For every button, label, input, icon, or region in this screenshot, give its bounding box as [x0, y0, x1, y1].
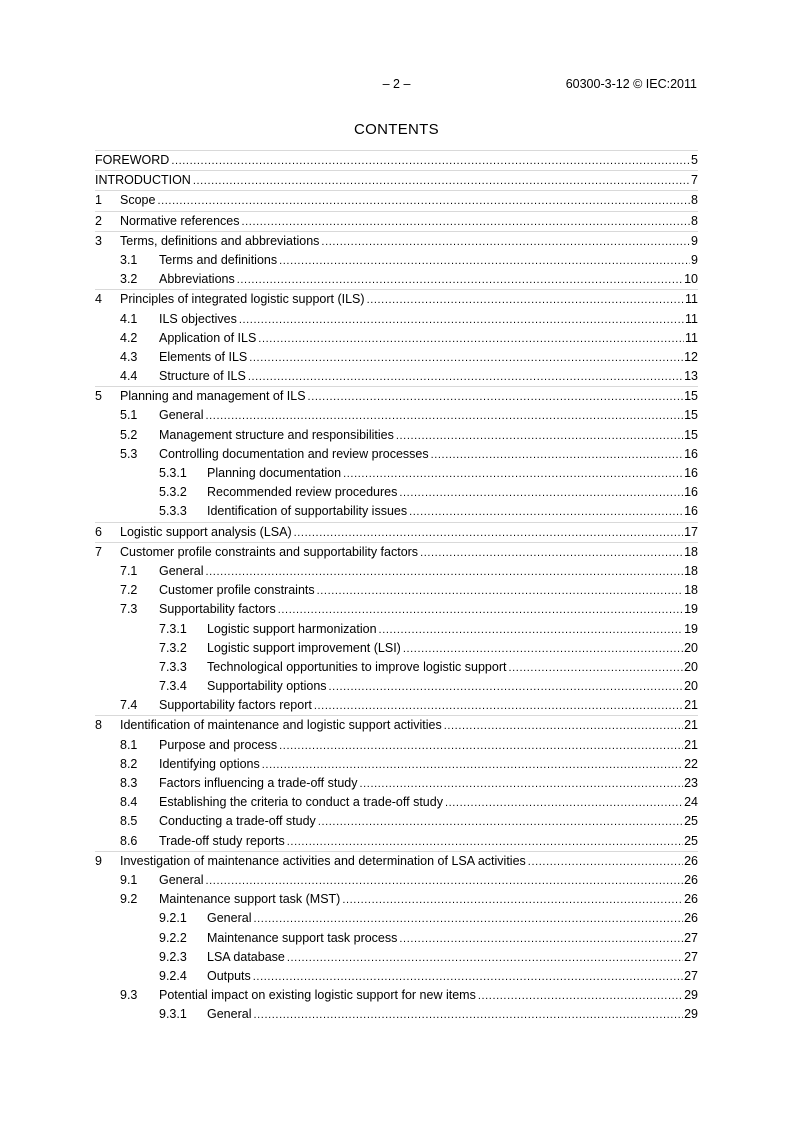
toc-entry-number: 8.4: [120, 795, 138, 810]
toc-entry-title: Outputs: [207, 967, 253, 986]
toc-dot-leader: [193, 172, 690, 191]
toc-entry-page: 9: [690, 232, 698, 251]
toc-entry-page: 21: [683, 696, 698, 715]
toc-entry-title: Principles of integrated logistic support (ILS): [120, 290, 367, 309]
toc-entry[interactable]: [95, 832, 698, 851]
toc-entry-page: 12: [683, 348, 698, 367]
toc-entry-title: Identifying options: [159, 755, 262, 774]
toc-entry-title: Potential impact on existing logistic support for new items: [159, 986, 478, 1005]
toc-entry-page: 16: [683, 464, 698, 483]
toc-entry-page: 23: [683, 774, 698, 793]
toc-entry-number: 9.2.3: [159, 949, 187, 964]
toc-dot-leader: [399, 930, 683, 949]
toc-entry-title: FOREWORD: [95, 151, 171, 170]
toc-entry[interactable]: [95, 542, 698, 562]
toc-entry-page: 18: [683, 543, 698, 562]
toc-dot-leader: [239, 311, 684, 330]
toc-entry-title: Logistic support analysis (LSA): [120, 523, 294, 542]
toc-entry[interactable]: [95, 502, 698, 521]
toc-entry[interactable]: [95, 715, 698, 735]
toc-entry-number: 7.2: [120, 583, 138, 598]
toc-entry-page: 29: [683, 1005, 698, 1024]
page-number: – 2 –: [382, 77, 411, 91]
toc-entry-title: General: [207, 1005, 253, 1024]
toc-entry-page: 19: [683, 600, 698, 619]
toc-entry[interactable]: [95, 851, 698, 871]
toc-entry[interactable]: [95, 1005, 698, 1024]
toc-entry[interactable]: [95, 445, 698, 464]
toc-entry-page: 16: [683, 483, 698, 502]
toc-entry-title: Management structure and responsibilities: [159, 426, 396, 445]
toc-dot-leader: [287, 949, 683, 968]
toc-entry-number: 3.1: [120, 252, 138, 267]
toc-entry[interactable]: [95, 948, 698, 967]
toc-entry-title: General: [159, 406, 205, 425]
toc-entry-title: Planning and management of ILS: [120, 387, 308, 406]
toc-dot-leader: [431, 446, 684, 465]
toc-entry-title: Trade-off study reports: [159, 832, 287, 851]
document-reference: 60300-3-12 © IEC:2011: [565, 77, 697, 91]
toc-dot-leader: [287, 833, 683, 852]
toc-dot-leader: [367, 291, 684, 310]
toc-entry-number: 3.2: [120, 272, 138, 287]
toc-entry-number: 9.1: [120, 872, 138, 887]
toc-entry-page: 19: [683, 620, 698, 639]
toc-entry-number: 7: [95, 544, 102, 559]
toc-entry-number: 4.3: [120, 349, 138, 364]
toc-entry-page: 15: [683, 406, 698, 425]
toc-entry-number: 5.1: [120, 408, 138, 423]
toc-dot-leader: [445, 794, 683, 813]
toc-entry[interactable]: [95, 890, 698, 909]
toc-dot-leader: [399, 484, 683, 503]
toc-entry-page: 26: [683, 871, 698, 890]
toc-entry-page: 16: [683, 502, 698, 521]
table-of-contents: [95, 150, 698, 1024]
toc-entry[interactable]: [95, 755, 698, 774]
toc-dot-leader: [342, 891, 683, 910]
toc-entry[interactable]: [95, 600, 698, 619]
toc-entry[interactable]: [95, 464, 698, 483]
toc-entry-page: 26: [683, 909, 698, 928]
toc-entry[interactable]: [95, 289, 698, 309]
toc-entry-title: Purpose and process: [159, 736, 279, 755]
page-title: CONTENTS: [354, 121, 439, 138]
toc-entry[interactable]: [95, 871, 698, 890]
toc-entry-title: Establishing the criteria to conduct a trade-off study: [159, 793, 445, 812]
toc-entry-number: 9.3: [120, 988, 138, 1003]
toc-entry-number: 9.2.1: [159, 911, 187, 926]
toc-dot-leader: [396, 427, 683, 446]
toc-entry-number: 4.2: [120, 330, 138, 345]
toc-entry[interactable]: [95, 793, 698, 812]
toc-dot-leader: [253, 910, 683, 929]
toc-entry[interactable]: [95, 329, 698, 348]
toc-entry-page: 13: [683, 367, 698, 386]
toc-entry-page: 27: [683, 948, 698, 967]
toc-entry[interactable]: [95, 736, 698, 755]
toc-entry[interactable]: [95, 639, 698, 658]
toc-entry-title: Supportability factors: [159, 600, 278, 619]
toc-entry-number: 8: [95, 718, 102, 733]
toc-dot-leader: [478, 987, 683, 1006]
toc-entry-page: 15: [683, 387, 698, 406]
toc-entry-title: Conducting a trade-off study: [159, 812, 318, 831]
toc-entry-page: 29: [683, 986, 698, 1005]
toc-entry[interactable]: [95, 170, 698, 190]
toc-entry-number: 7.3: [120, 602, 138, 617]
toc-entry-page: 15: [683, 426, 698, 445]
toc-dot-leader: [508, 659, 683, 678]
toc-entry-number: 7.1: [120, 563, 138, 578]
toc-entry-number: 9.3.1: [159, 1007, 187, 1022]
toc-entry-number: 8.2: [120, 756, 138, 771]
toc-dot-leader: [420, 544, 683, 563]
toc-entry-title: Factors influencing a trade-off study: [159, 774, 360, 793]
toc-entry-number: 7.4: [120, 698, 138, 713]
toc-entry-title: Planning documentation: [207, 464, 343, 483]
toc-entry[interactable]: [95, 522, 698, 542]
toc-entry[interactable]: [95, 986, 698, 1005]
toc-entry-page: 26: [683, 890, 698, 909]
toc-dot-leader: [279, 737, 683, 756]
toc-entry-title: INTRODUCTION: [95, 171, 193, 190]
toc-entry-page: 25: [683, 832, 698, 851]
toc-entry-page: 11: [684, 329, 698, 348]
toc-dot-leader: [318, 813, 683, 832]
toc-dot-leader: [237, 271, 683, 290]
toc-entry-number: 9.2.4: [159, 968, 187, 983]
toc-dot-leader: [249, 349, 683, 368]
toc-entry-page: 8: [690, 191, 698, 210]
toc-entry-page: 27: [683, 967, 698, 986]
toc-entry-page: 26: [683, 852, 698, 871]
toc-entry-page: 21: [683, 716, 698, 735]
toc-entry[interactable]: [95, 929, 698, 948]
toc-entry[interactable]: [95, 581, 698, 600]
toc-entry-number: 5.3.3: [159, 504, 187, 519]
toc-entry-page: 24: [683, 793, 698, 812]
toc-entry-title: Identification of maintenance and logistic support activities: [120, 716, 444, 735]
toc-entry-title: Application of ILS: [159, 329, 258, 348]
toc-entry-number: 8.6: [120, 833, 138, 848]
toc-entry-title: Recommended review procedures: [207, 483, 399, 502]
toc-dot-leader: [360, 775, 684, 794]
toc-entry-title: Customer profile constraints: [159, 581, 317, 600]
toc-entry-page: 11: [684, 310, 698, 329]
toc-dot-leader: [444, 717, 683, 736]
toc-entry[interactable]: [95, 562, 698, 581]
toc-entry[interactable]: [95, 150, 698, 170]
toc-dot-leader: [253, 968, 683, 987]
toc-dot-leader: [317, 582, 683, 601]
toc-entry-page: 22: [683, 755, 698, 774]
toc-entry-number: 7.3.2: [159, 640, 187, 655]
toc-dot-leader: [528, 853, 683, 872]
toc-entry[interactable]: [95, 190, 698, 210]
toc-entry[interactable]: [95, 620, 698, 639]
toc-dot-leader: [379, 621, 684, 640]
toc-entry-page: 8: [690, 212, 698, 231]
toc-dot-leader: [294, 524, 683, 543]
toc-dot-leader: [278, 601, 683, 620]
toc-entry[interactable]: [95, 211, 698, 231]
toc-entry[interactable]: [95, 251, 698, 270]
toc-entry-number: 7.3.3: [159, 659, 187, 674]
toc-entry-title: Terms and definitions: [159, 251, 279, 270]
toc-entry-title: Supportability options: [207, 677, 329, 696]
toc-entry-title: Investigation of maintenance activities and determination of LSA activities: [120, 852, 528, 871]
toc-entry-number: 9.2: [120, 892, 138, 907]
toc-entry-page: 5: [690, 151, 698, 170]
toc-entry-number: 8.1: [120, 737, 138, 752]
toc-dot-leader: [343, 465, 683, 484]
toc-dot-leader: [248, 368, 683, 387]
toc-entry-number: 4.1: [120, 311, 138, 326]
toc-entry-page: 27: [683, 929, 698, 948]
toc-entry-title: Logistic support improvement (LSI): [207, 639, 403, 658]
toc-dot-leader: [205, 872, 683, 891]
toc-entry-title: General: [207, 909, 253, 928]
toc-entry-page: 10: [683, 270, 698, 289]
toc-dot-leader: [242, 213, 691, 232]
toc-entry[interactable]: [95, 812, 698, 831]
toc-dot-leader: [329, 678, 684, 697]
toc-entry-title: Identification of supportability issues: [207, 502, 409, 521]
toc-entry-page: 9: [690, 251, 698, 270]
toc-entry-title: Terms, definitions and abbreviations: [120, 232, 321, 251]
toc-dot-leader: [258, 330, 684, 349]
toc-entry-title: Technological opportunities to improve logistic support: [207, 658, 508, 677]
toc-entry-title: General: [159, 871, 205, 890]
toc-dot-leader: [262, 756, 683, 775]
toc-entry[interactable]: [95, 677, 698, 696]
toc-entry-number: 7.3.4: [159, 679, 187, 694]
toc-dot-leader: [403, 640, 683, 659]
toc-entry[interactable]: [95, 310, 698, 329]
toc-entry-title: ILS objectives: [159, 310, 239, 329]
toc-entry-number: 8.5: [120, 814, 138, 829]
toc-entry-page: 18: [683, 562, 698, 581]
toc-entry-number: 1: [95, 193, 102, 208]
toc-entry-number: 7.3.1: [159, 621, 187, 636]
toc-dot-leader: [253, 1006, 683, 1025]
toc-entry-number: 4: [95, 292, 102, 307]
toc-entry-title: Customer profile constraints and supportability factors: [120, 543, 420, 562]
toc-entry-title: Structure of ILS: [159, 367, 248, 386]
toc-entry-number: 4.4: [120, 369, 138, 384]
toc-entry-number: 9.2.2: [159, 930, 187, 945]
toc-entry-page: 20: [683, 658, 698, 677]
toc-entry-title: General: [159, 562, 205, 581]
toc-entry-number: 5: [95, 389, 102, 404]
toc-dot-leader: [205, 563, 683, 582]
toc-entry-number: 5.3: [120, 446, 138, 461]
toc-entry-title: Controlling documentation and review processes: [159, 445, 431, 464]
toc-entry-page: 21: [683, 736, 698, 755]
toc-entry[interactable]: [95, 909, 698, 928]
toc-entry[interactable]: [95, 386, 698, 406]
toc-entry-number: 8.3: [120, 776, 138, 790]
toc-entry-page: 25: [683, 812, 698, 831]
toc-entry-page: 20: [683, 639, 698, 658]
toc-dot-leader: [171, 152, 690, 171]
toc-entry[interactable]: [95, 348, 698, 367]
toc-entry-number: 2: [95, 213, 102, 228]
toc-entry-page: 18: [683, 581, 698, 600]
toc-entry[interactable]: [95, 774, 698, 793]
toc-entry-title: Maintenance support task process: [207, 929, 399, 948]
toc-dot-leader: [157, 192, 690, 211]
toc-entry-title: Abbreviations: [159, 270, 237, 289]
toc-entry-number: 3: [95, 233, 102, 248]
toc-entry-page: 20: [683, 677, 698, 696]
toc-entry[interactable]: [95, 967, 698, 986]
toc-entry[interactable]: [95, 483, 698, 502]
toc-dot-leader: [308, 388, 684, 407]
toc-entry-title: Logistic support harmonization: [207, 620, 379, 639]
toc-entry-title: Supportability factors report: [159, 696, 314, 715]
toc-entry-title: Normative references: [120, 212, 242, 231]
toc-entry-page: 11: [684, 290, 698, 309]
toc-entry-number: 5.3.1: [159, 466, 187, 480]
toc-entry[interactable]: [95, 367, 698, 386]
toc-entry-number: 5.3.2: [159, 485, 187, 500]
toc-dot-leader: [409, 503, 683, 522]
toc-entry[interactable]: [95, 658, 698, 677]
toc-dot-leader: [205, 407, 683, 426]
toc-dot-leader: [279, 252, 690, 271]
toc-entry-page: 17: [683, 523, 698, 542]
toc-entry[interactable]: [95, 231, 698, 251]
toc-entry-number: 5.2: [120, 427, 138, 442]
toc-dot-leader: [321, 233, 690, 252]
toc-entry-page: 16: [683, 445, 698, 464]
toc-entry-title: Elements of ILS: [159, 348, 249, 367]
toc-entry-page: 7: [690, 171, 698, 190]
toc-entry-title: LSA database: [207, 948, 287, 967]
toc-entry[interactable]: [95, 696, 698, 715]
toc-dot-leader: [314, 697, 683, 716]
toc-entry-number: 6: [95, 524, 102, 539]
toc-entry-title: Scope: [120, 191, 157, 210]
page-header: [0, 77, 793, 93]
toc-entry-title: Maintenance support task (MST): [159, 890, 342, 909]
toc-entry[interactable]: [95, 426, 698, 445]
toc-entry-number: 9: [95, 853, 102, 868]
toc-entry[interactable]: [95, 406, 698, 425]
toc-entry[interactable]: [95, 270, 698, 289]
